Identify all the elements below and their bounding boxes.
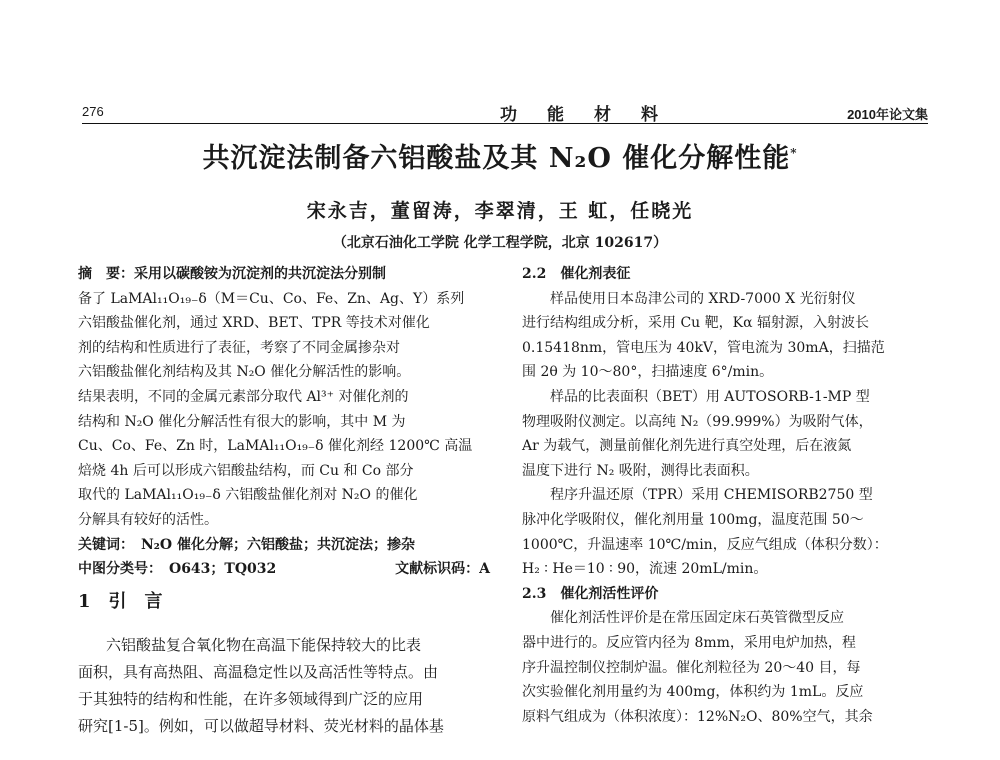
abstract-line: 分解具有较好的活性。 (78, 511, 218, 528)
abstract-line: 结果表明，不同的金属元素部分取代 Al³⁺ 对催化剂的 (78, 388, 409, 405)
right-column (522, 262, 928, 729)
page-number: 276 (82, 104, 104, 119)
section-heading-2-2: 2.2 催化剂表征 (522, 266, 631, 282)
body-line: 脉冲化学吸附仪，催化剂用量 100mg，温度范围 50～ (522, 511, 864, 528)
body-line: 样品使用日本岛津公司的 XRD-7000 X 光衍射仪 (550, 290, 856, 307)
body-line: 围 2θ 为 10～80°，扫描速度 6°/min。 (522, 364, 774, 381)
body-line: 序升温控制仪控制炉温。催化剂粒径为 20～40 目，每 (522, 659, 861, 676)
body-line: 次实验催化剂用量约为 400mg，体积约为 1mL。反应 (522, 684, 864, 701)
body-line: 1000℃，升温速率 10℃/min，反应气组成（体积分数）： (522, 536, 888, 553)
section-heading-2-3: 2.3 催化剂活性评价 (522, 585, 659, 602)
body-line: 面积，具有高热阻、高温稳定性以及高活性等特点。由 (78, 662, 439, 681)
abstract-line: 摘 要：采用以碳酸铵为沉淀剂的共沉淀法分别制 (78, 266, 386, 282)
body-line: 进行结构组成分析，采用 Cu 靶，Kα 辐射源，入射波长 (522, 315, 869, 332)
title-text: 共沉淀法制备六铝酸盐及其 N₂O 催化分解性能 (202, 143, 791, 174)
page-header (82, 100, 928, 125)
body-line: 样品的比表面积（BET）用 AUTOSORB-1-MP 型 (550, 388, 870, 405)
document-code: 文献标识码：A (395, 561, 490, 578)
body-line: H₂ ∶ He＝10 ∶ 90，流速 20mL/min。 (522, 561, 768, 578)
paragraph-tpr (522, 483, 928, 581)
spacer (78, 622, 490, 632)
body-line: 程序升温还原（TPR）采用 CHEMISORB2750 型 (550, 487, 873, 504)
paragraph-xrd (522, 287, 928, 385)
abstract-line: 结构和 N₂O 催化分解活性有很大的影响，其中 M 为 (78, 413, 406, 430)
journal-name: 功能材料 (500, 105, 688, 125)
abstract (78, 262, 490, 533)
left-column (78, 262, 490, 740)
body-line: 催化剂活性评价是在常压固定床石英管微型反应 (550, 610, 844, 627)
abstract-line: 焙烧 4h 后可以形成六铝酸盐结构，而 Cu 和 Co 部分 (78, 462, 414, 479)
affiliation: （北京石油化工学院 化学工程学院，北京 102617） (332, 235, 668, 251)
paper-title (0, 136, 1000, 175)
abstract-line: 取代的 LaMAl₁₁O₁₉₋δ 六铝酸盐催化剂对 N₂O 的催化 (78, 487, 418, 504)
abstract-line: 六铝酸盐催化剂，通过 XRD、BET、TPR 等技术对催化 (78, 315, 430, 332)
volume-label: 2010年论文集 (847, 107, 928, 122)
classification-row (78, 557, 490, 582)
keywords: 关键词： N₂O 催化分解；六铝酸盐；共沉淀法；掺杂 (78, 536, 415, 553)
body-line: 六铝酸盐复合氧化物在高温下能保持较大的比表 (106, 635, 422, 654)
clc-number: 中图分类号： O643；TQ032 (78, 561, 277, 578)
body-line: 温度下进行 N₂ 吸附，测得比表面积。 (522, 462, 759, 479)
body-line: 于其独特的结构和性能，在许多领域得到广泛的应用 (78, 689, 424, 708)
author-list: 宋永吉，董留涛，李翠清，王 虹，任晓光 (306, 200, 694, 222)
abstract-line: 六铝酸盐催化剂结构及其 N₂O 催化分解活性的影响。 (78, 364, 411, 381)
body-line: 0.15418nm，管电压为 40kV，管电流为 30mA，扫描范 (522, 339, 885, 356)
body-line: 原料气组成为（体积浓度）：12%N₂O、80%空气，其余 (522, 708, 873, 725)
header-rule (82, 123, 928, 124)
abstract-line: 备了 LaMAl₁₁O₁₉₋δ（M＝Cu、Co、Fe、Zn、Ag、Y）系列 (78, 290, 465, 307)
paragraph-activity (522, 606, 928, 729)
abstract-line: Cu、Co、Fe、Zn 时，LaMAl₁₁O₁₉₋δ 催化剂经 1200℃ 高温 (78, 438, 473, 455)
abstract-line: 剂的结构和性质进行了表征，考察了不同金属掺杂对 (78, 339, 400, 356)
body-line: 器中进行的。反应管内径为 8mm，采用电炉加热，程 (522, 634, 856, 651)
title-footnote-mark: * (790, 146, 798, 160)
body-line: 物理吸附仪测定。以高纯 N₂（99.999%）为吸附气体， (522, 413, 873, 430)
body-line: Ar 为载气，测量前催化剂先进行真空处理，后在液氮 (522, 438, 852, 455)
body-line: 研究[1-5]。例如，可以做超导材料、荧光材料的晶体基 (78, 716, 444, 735)
section-heading-intro: 1 引 言 (78, 590, 163, 612)
paragraph-bet (522, 385, 928, 483)
intro-body (78, 632, 490, 740)
